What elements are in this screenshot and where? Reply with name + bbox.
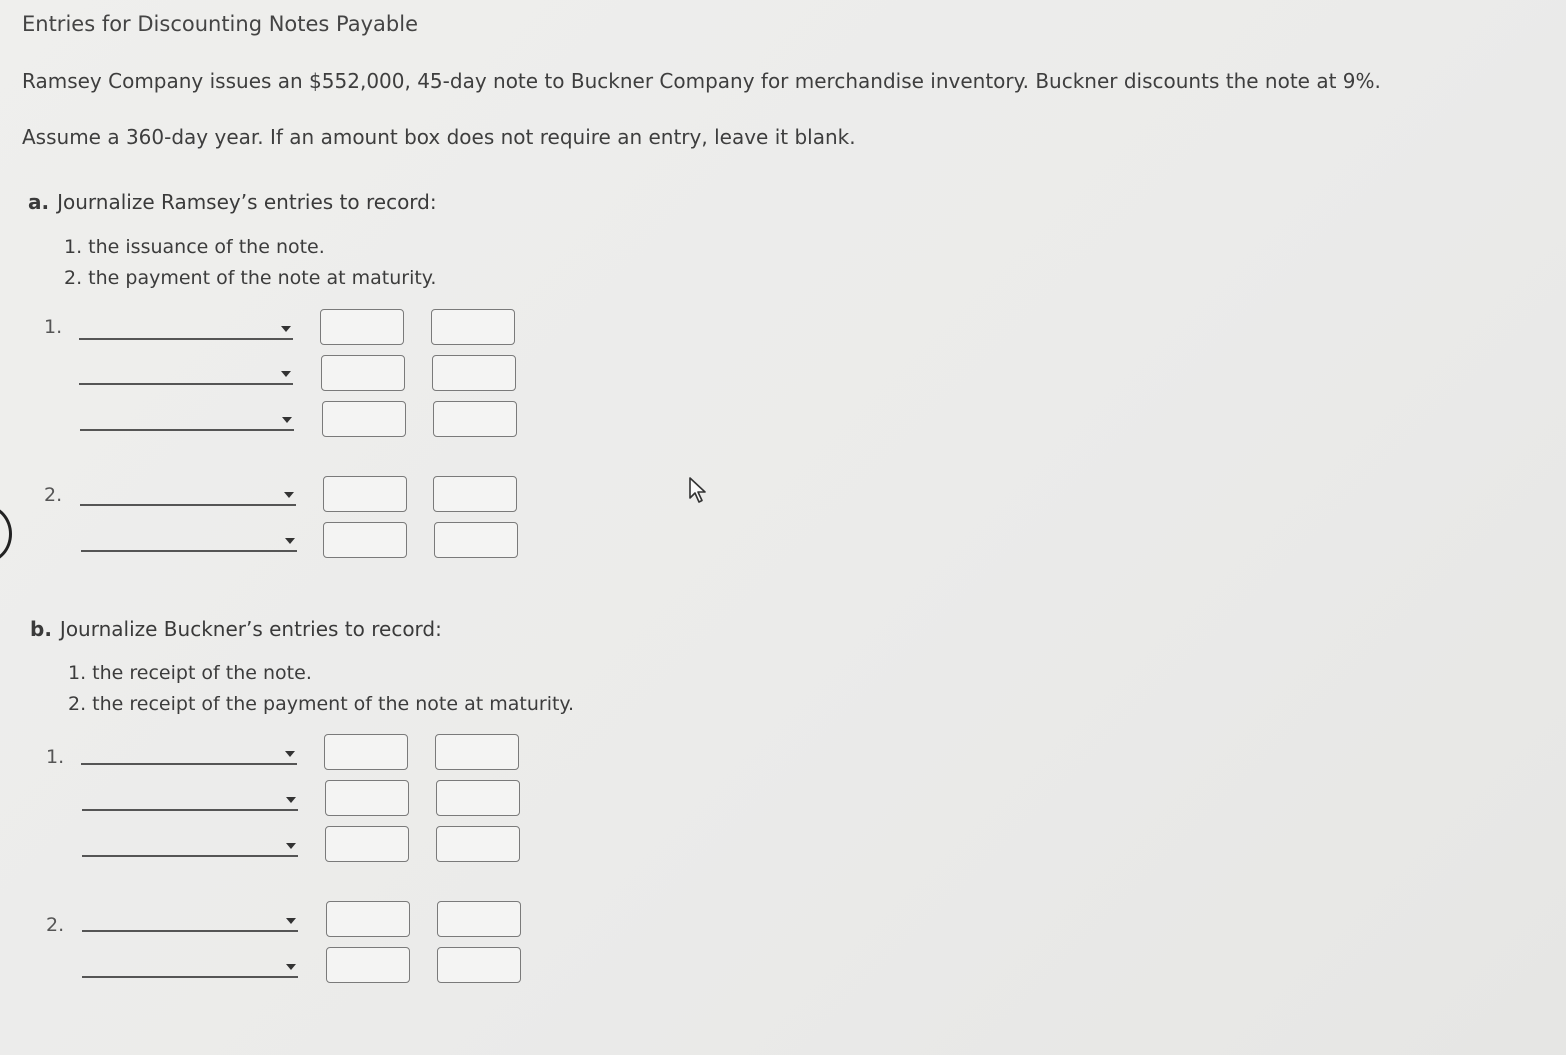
- account-select[interactable]: [81, 741, 297, 765]
- credit-input[interactable]: [436, 826, 520, 862]
- part-a-entry-2-number: 2.: [44, 484, 63, 506]
- credit-input[interactable]: [437, 901, 521, 937]
- part-a-heading: [28, 190, 437, 214]
- credit-input[interactable]: [432, 355, 516, 391]
- part-a-letter: a.: [28, 190, 50, 214]
- account-select[interactable]: [80, 407, 294, 431]
- account-select[interactable]: [82, 833, 298, 857]
- part-a-entry-1-number: 1.: [44, 316, 63, 338]
- part-a-item-2: 2. the payment of the note at maturity.: [64, 267, 437, 289]
- credit-input[interactable]: [435, 734, 519, 770]
- debit-input[interactable]: [322, 401, 406, 437]
- account-select[interactable]: [82, 787, 298, 811]
- problem-assumption: Assume a 360-day year. If an amount box does not require an entry, leave it blank.: [22, 125, 856, 149]
- chevron-down-icon: [281, 326, 291, 332]
- chevron-down-icon: [286, 918, 296, 924]
- debit-input[interactable]: [325, 826, 409, 862]
- debit-input[interactable]: [323, 476, 407, 512]
- chevron-down-icon: [284, 492, 294, 498]
- account-select[interactable]: [82, 908, 298, 932]
- credit-input[interactable]: [437, 947, 521, 983]
- chevron-down-icon: [285, 538, 295, 544]
- part-b-heading: [30, 617, 442, 641]
- part-b-entry-2-number: 2.: [46, 914, 65, 936]
- chevron-down-icon: [281, 371, 291, 377]
- chevron-down-icon: [286, 797, 296, 803]
- chevron-down-icon: [286, 843, 296, 849]
- part-b-entry-1-number: 1.: [46, 746, 65, 768]
- account-select[interactable]: [80, 482, 296, 506]
- screen-edge-artifact: [0, 505, 12, 563]
- part-b-letter: b.: [30, 617, 52, 641]
- credit-input[interactable]: [433, 401, 517, 437]
- credit-input[interactable]: [433, 476, 517, 512]
- page-title: Entries for Discounting Notes Payable: [22, 12, 419, 36]
- debit-input[interactable]: [325, 780, 409, 816]
- debit-input[interactable]: [320, 309, 404, 345]
- credit-input[interactable]: [431, 309, 515, 345]
- part-b-instruction: Journalize Buckner’s entries to record:: [59, 617, 442, 641]
- debit-input[interactable]: [321, 355, 405, 391]
- chevron-down-icon: [282, 417, 292, 423]
- chevron-down-icon: [286, 964, 296, 970]
- debit-input[interactable]: [323, 522, 407, 558]
- account-select[interactable]: [81, 528, 297, 552]
- credit-input[interactable]: [436, 780, 520, 816]
- debit-input[interactable]: [326, 901, 410, 937]
- part-a-item-1: 1. the issuance of the note.: [64, 236, 325, 258]
- account-select[interactable]: [82, 954, 298, 978]
- account-select[interactable]: [79, 361, 293, 385]
- chevron-down-icon: [285, 751, 295, 757]
- credit-input[interactable]: [434, 522, 518, 558]
- problem-statement: Ramsey Company issues an $552,000, 45-day note to Buckner Company for merchandise inventory. Buckner discounts the note at 9%.: [22, 69, 1381, 93]
- part-a-instruction: Journalize Ramsey’s entries to record:: [57, 190, 437, 214]
- part-b-item-2: 2. the receipt of the payment of the note at maturity.: [68, 693, 574, 715]
- part-b-item-1: 1. the receipt of the note.: [68, 662, 312, 684]
- debit-input[interactable]: [324, 734, 408, 770]
- account-select[interactable]: [79, 316, 293, 340]
- mouse-pointer-icon: [688, 476, 710, 504]
- debit-input[interactable]: [326, 947, 410, 983]
